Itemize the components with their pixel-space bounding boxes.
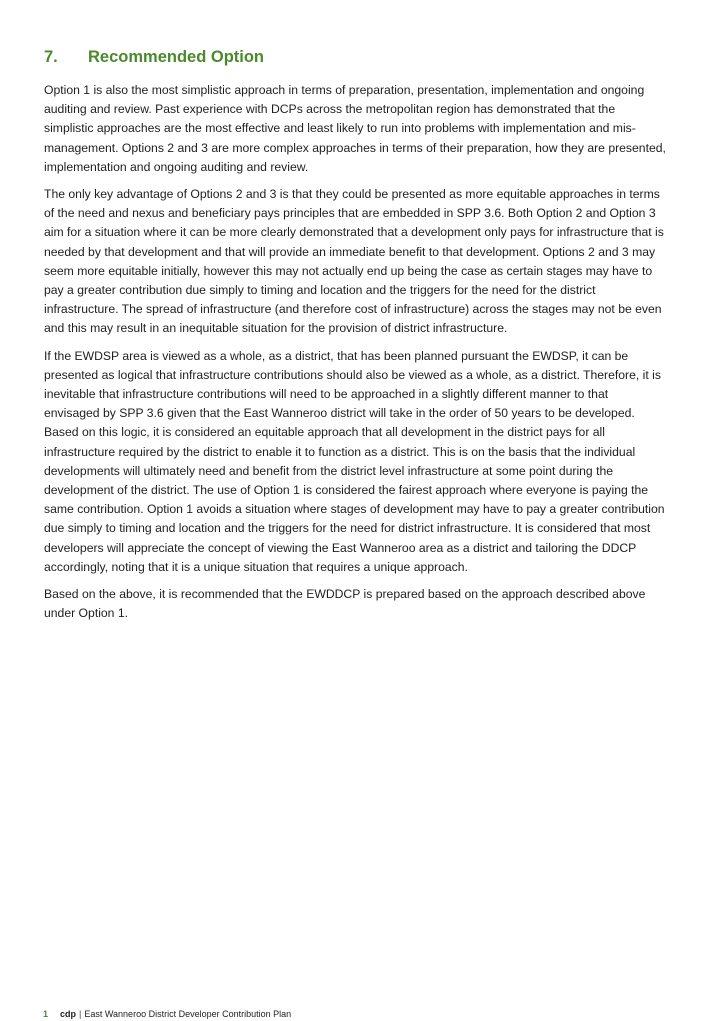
paragraph-3: If the EWDSP area is viewed as a whole, as a district, that has been planned pursuant the EWDSP, it can be presented as logical that infrastructure contributions should also be viewed as a whole, as a district. Therefore, it is inevitable that infrastructure contributions will need to be approached in a slightly different manner to that envisaged by SPP 3.6 given that the East Wanneroo district will take in the order of 50 years to be developed. Based on this logic, it is considered an equitable approach that all development in the district pays for all infrastructure required by the district to enable it to function as a district. This is on the basis that the individual developments will ultimately need and benefit from the district level infrastructure at some point during the development of the district. The use of Option 1 is considered the fairest approach where everyone is paying the same contribution. Option 1 avoids a situation where stages of development may have to pay a greater contribution due simply to timing and location and the triggers for the need for district infrastructure. It is considered that most developers will appreciate the concept of viewing the East Wanneroo area as a district and tailoring the DDCP accordingly, noting that it is a unique situation that requires a unique approach. [44, 348, 665, 574]
paragraph-1: Option 1 is also the most simplistic approach in terms of preparation, presentation, implementation and ongoing auditing and review. Past experience with DCPs across the metropolitan region has demonstrated that the simplistic approaches are the most effective and least likely to run into problems with implementation and mis-management. Options 2 and 3 are more complex approaches in terms of their preparation, how they are presented, implementation and ongoing auditing and review. [44, 83, 666, 174]
footer-brand: cdp [60, 1009, 77, 1019]
paragraph-2: The only key advantage of Options 2 and 3 is that they could be presented as more equitable approaches in terms of the need and nexus and beneficiary pays principles that are embedded in SPP 3.6. Both Option 2 and Option 3 aim for a situation where it can be more clearly demonstrated that a development only pays for infrastructure that is needed by that development and that will provide an immediate benefit to that development. Options 2 and 3 may seem more equitable initially, however this may not actually end up being the case as certain stages may have to pay a greater contribution due simply to timing and location and the triggers for the need for the district infrastructure. The spread of infrastructure (and therefore cost of infrastructure) across the stages may not be even and this may result in an inequitable situation for the provision of district infrastructure. [44, 187, 664, 336]
section-number: 7. [44, 48, 58, 66]
footer-page-number: 1 [43, 1009, 49, 1019]
page-content [44, 48, 666, 631]
footer-separator: | [79, 1009, 82, 1019]
paragraph-4: Based on the above, it is recommended that the EWDDCP is prepared based on the approach described above under Option 1. [44, 587, 646, 621]
page-footer [43, 1009, 291, 1019]
footer-document-title: East Wanneroo District Developer Contribution Plan [84, 1009, 292, 1019]
section-heading [44, 48, 666, 67]
section-title: Recommended Option [88, 48, 265, 66]
